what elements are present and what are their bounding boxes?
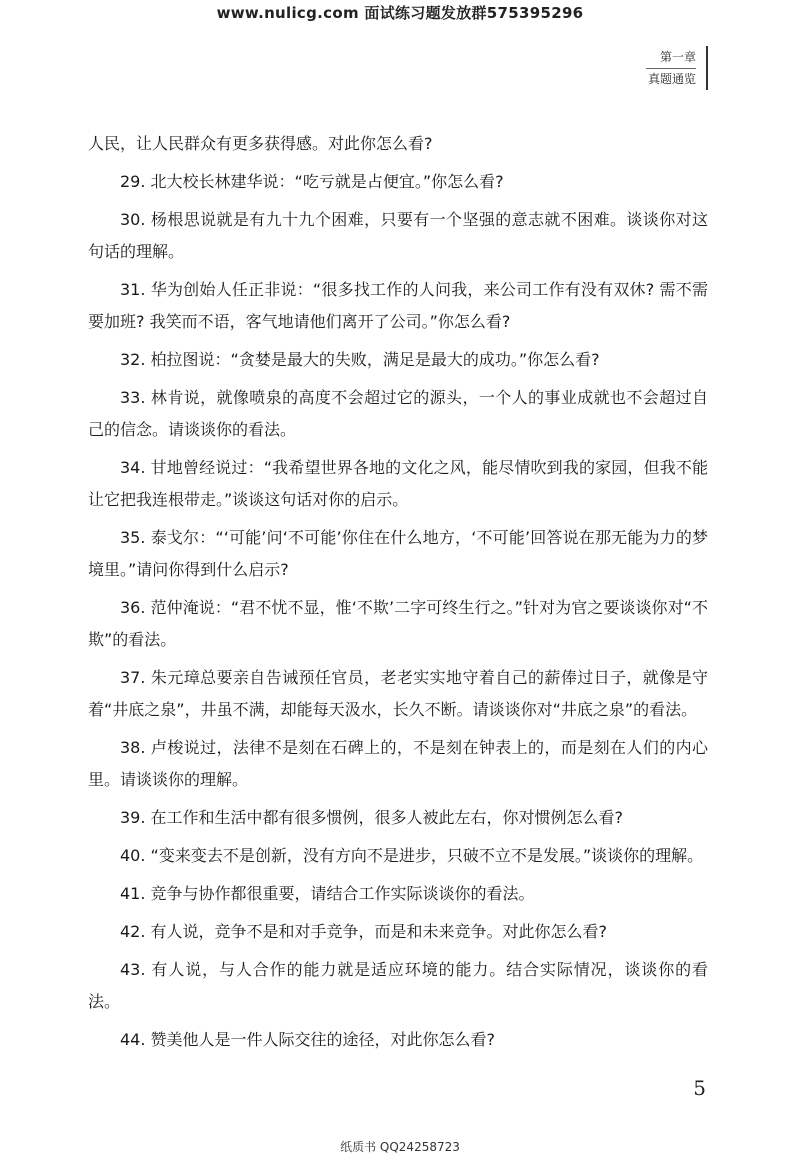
question-38: 38. 卢梭说过，法律不是刻在石碑上的，不是刻在钟表上的，而是刻在人们的内心里。请谈谈你的理解。: [88, 738, 708, 789]
chapter-title: 第一章: [659, 50, 696, 64]
footer-text: 纸质书 QQ24258723: [340, 1140, 460, 1154]
question-37: 37. 朱元璋总要亲自告诫预任官员，老老实实地守着自己的薪俸过日子，就像是守着“井底之泉”，井虽不满，却能每天汲水，长久不断。请谈谈你对“井底之泉”的看法。: [88, 668, 708, 719]
question-list: [88, 128, 708, 1062]
chapter-subtitle: 真题通览: [647, 72, 696, 86]
paragraph-continuation: 人民，让人民群众有更多获得感。对此你怎么看?: [88, 134, 433, 153]
watermark-header: www.nulicg.com 面试练习题发放群575395296: [216, 4, 584, 22]
question-36: 36. 范仲淹说：“君不忧不显，惟‘不欺’二字可终生行之。”针对为官之要谈谈你对“不欺”的看法。: [88, 598, 708, 649]
question-41: 41. 竞争与协作都很重要，请结合工作实际谈谈你的看法。: [120, 884, 535, 903]
chapter-divider: [646, 68, 696, 69]
question-33: 33. 林肯说，就像喷泉的高度不会超过它的源头，一个人的事业成就也不会超过自己的信念。请谈谈你的看法。: [88, 388, 708, 439]
page-number: 5: [693, 1076, 706, 1100]
question-42: 42. 有人说，竞争不是和对手竞争，而是和未来竞争。对此你怎么看?: [120, 922, 608, 941]
question-40: 40. “变来变去不是创新，没有方向不是进步，只破不立不是发展。”谈谈你的理解。: [120, 846, 704, 865]
question-29: 29. 北大校长林建华说：“吃亏就是占便宜。”你怎么看?: [120, 172, 504, 191]
question-31: 31. 华为创始人任正非说：“很多找工作的人问我，来公司工作有没有双休? 需不需要加班? 我笑而不语，客气地请他们离开了公司。”你怎么看?: [88, 280, 708, 331]
question-34: 34. 甘地曾经说过：“我希望世界各地的文化之风，能尽情吹到我的家园，但我不能让它把我连根带走。”谈谈这句话对你的启示。: [88, 458, 708, 509]
question-30: 30. 杨根思说就是有九十九个困难，只要有一个坚强的意志就不困难。谈谈你对这句话的理解。: [88, 210, 708, 261]
question-43: 43. 有人说，与人合作的能力就是适应环境的能力。结合实际情况，谈谈你的看法。: [88, 960, 708, 1011]
question-32: 32. 柏拉图说：“贪婪是最大的失败，满足是最大的成功。”你怎么看?: [120, 350, 600, 369]
question-44: 44. 赞美他人是一件人际交往的途径，对此你怎么看?: [120, 1030, 496, 1049]
question-39: 39. 在工作和生活中都有很多惯例，很多人被此左右，你对惯例怎么看?: [120, 808, 624, 827]
question-35: 35. 泰戈尔：“‘可能’问‘不可能’你住在什么地方，‘不可能’回答说在那无能为力的梦境里。”请问你得到什么启示?: [88, 528, 708, 579]
